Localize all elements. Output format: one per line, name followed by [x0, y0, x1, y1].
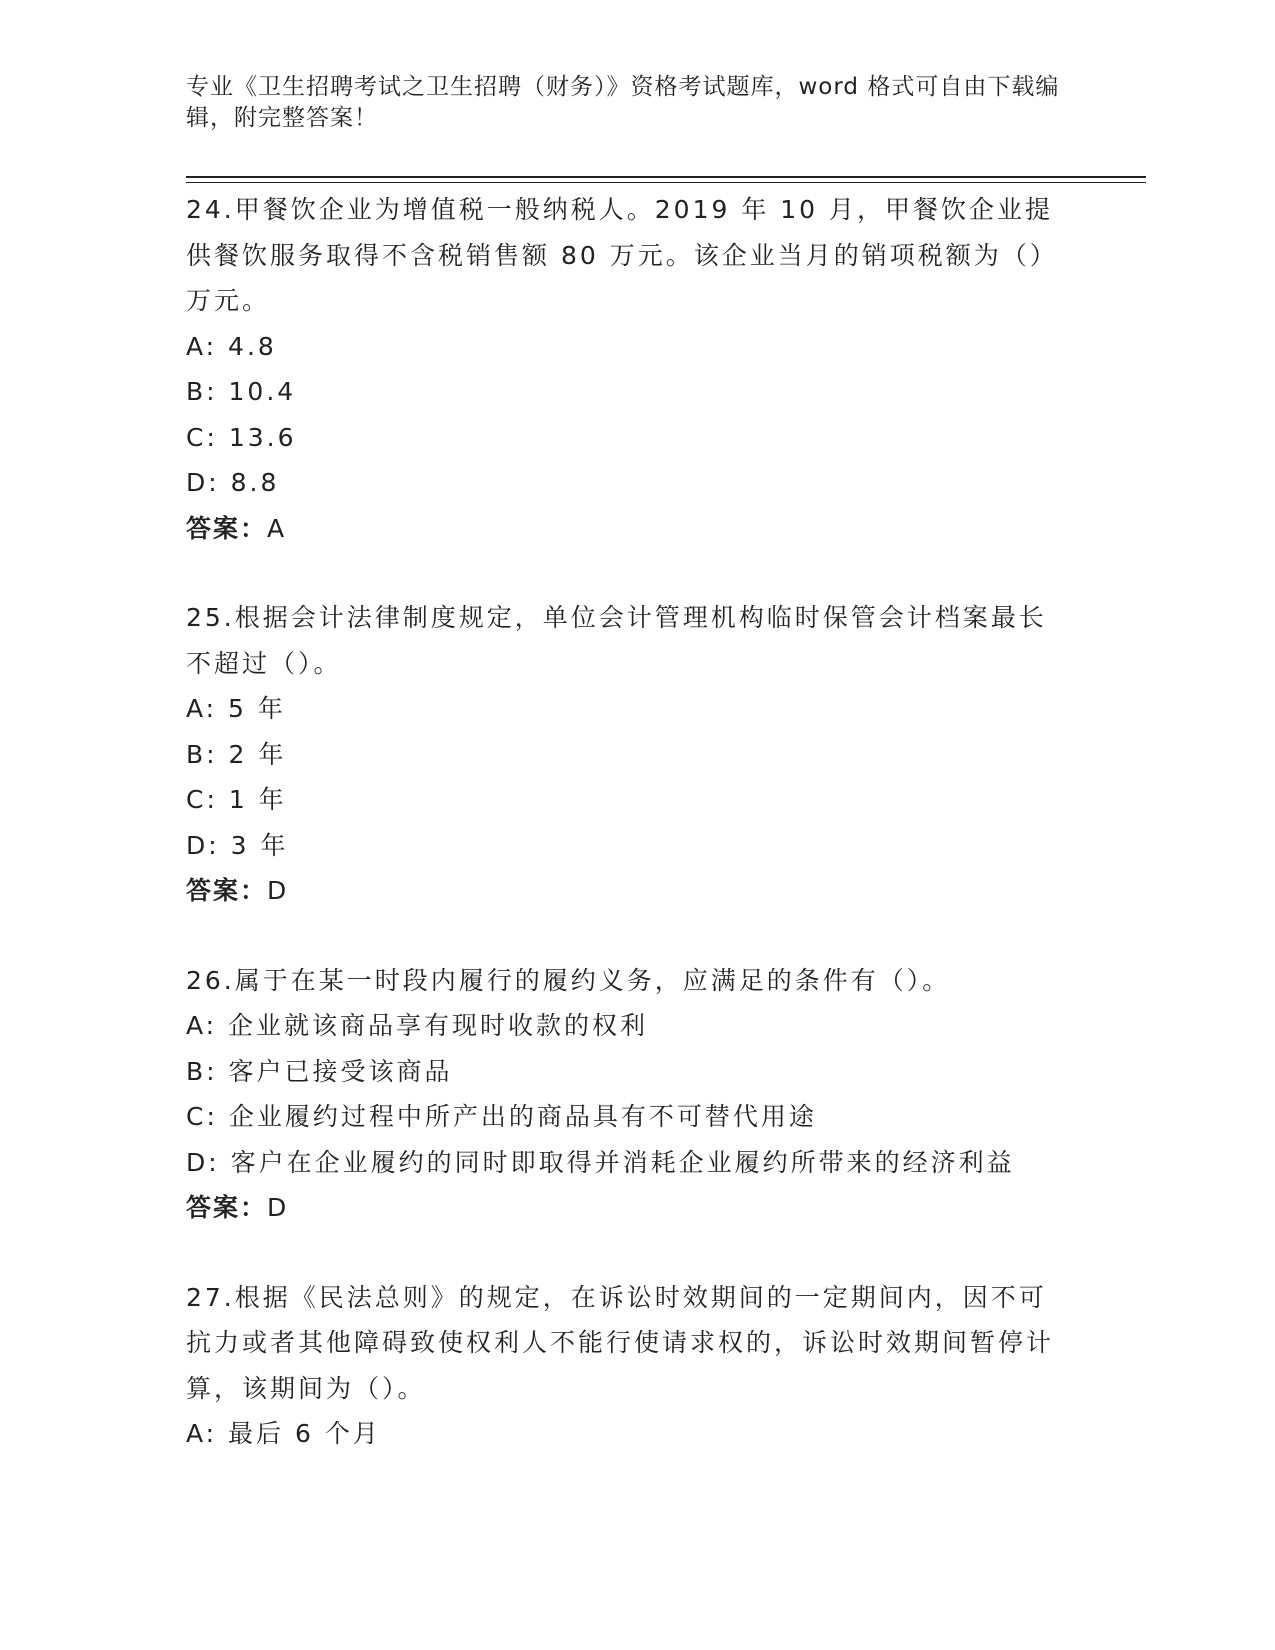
answer-line: [186, 506, 1066, 552]
option-a: A: 最后 6 个月: [186, 1419, 381, 1448]
header-text: 专业《卫生招聘考试之卫生招聘（财务）》资格考试题库，word 格式可自由下载编辑，附完整答案！: [186, 74, 1060, 131]
header-divider-thin: [186, 182, 1146, 183]
option-b: B: 10.4: [186, 377, 297, 406]
answer-value: D: [267, 876, 289, 905]
answer-line: [186, 1185, 1066, 1231]
question-24: [186, 187, 1066, 551]
option-b: B: 客户已接受该商品: [186, 1056, 453, 1086]
option-a: A: 4.8: [186, 331, 277, 361]
answer-value: A: [267, 513, 287, 543]
answer-value: D: [267, 1193, 289, 1222]
option-d: D: 8.8: [186, 468, 280, 497]
option-d: D: 客户在企业履约的同时即取得并消耗企业履约所带来的经济利益: [186, 1147, 1015, 1177]
option-a: A: 企业就该商品享有现时收款的权利: [186, 1011, 649, 1040]
option-a: A: 5 年: [186, 694, 286, 723]
question-25: [186, 595, 1066, 914]
question-27: [186, 1275, 1066, 1457]
option-c: C: 13.6: [186, 422, 297, 452]
question-26: [186, 958, 1066, 1231]
answer-label: 答案：: [186, 876, 268, 905]
question-stem: 24.甲餐饮企业为增值税一般纳税人。2019 年 10 月，甲餐饮企业提供餐饮服务取得不含税销售额 80 万元。该企业当月的销项税额为（）万元。: [186, 195, 1058, 315]
answer-label: 答案：: [186, 513, 268, 543]
option-c: C: 企业履约过程中所产出的商品具有不可替代用途: [186, 1102, 817, 1131]
question-stem: 26.属于在某一时段内履行的履约义务，应满足的条件有（）。: [186, 965, 951, 995]
answer-line: [186, 868, 1066, 914]
option-c: C: 1 年: [186, 785, 287, 814]
answer-label: 答案：: [186, 1193, 268, 1222]
option-d: D: 3 年: [186, 830, 289, 860]
option-b: B: 2 年: [186, 739, 287, 769]
question-stem: 25.根据会计法律制度规定，单位会计管理机构临时保管会计档案最长不超过（）。: [186, 603, 1047, 678]
document-header: [186, 72, 1086, 134]
header-divider-thick: [186, 176, 1146, 178]
question-stem: 27.根据《民法总则》的规定，在诉讼时效期间的一定期间内，因不可抗力或者其他障碍致使权利人不能行使请求权的，诉讼时效期间暂停计算，该期间为（）。: [186, 1282, 1055, 1403]
question-list: [186, 187, 1066, 1501]
